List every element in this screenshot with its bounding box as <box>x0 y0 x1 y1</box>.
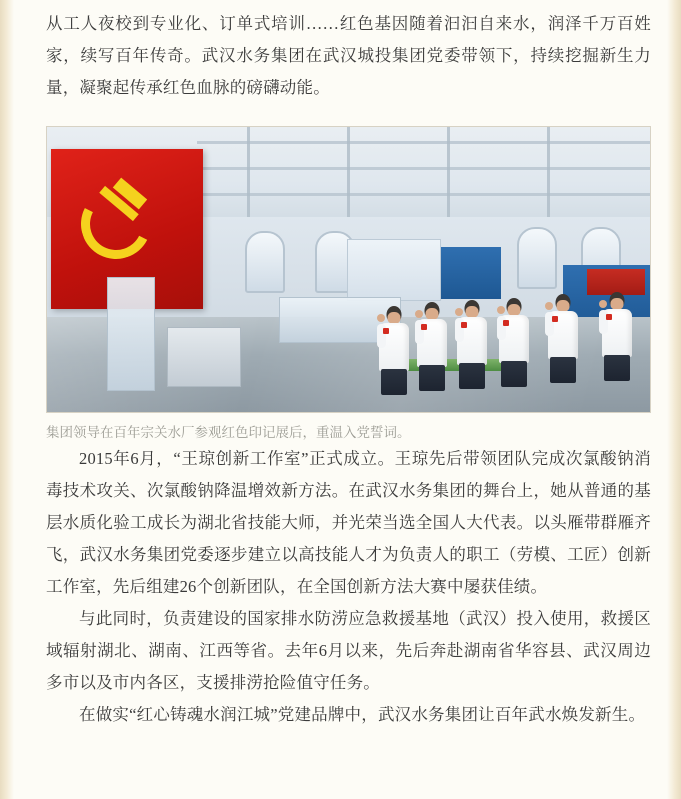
article-figure <box>46 126 651 443</box>
attendee <box>415 302 449 398</box>
exhibition-podium <box>167 327 241 387</box>
photo-arch-window <box>517 227 557 289</box>
photo-ceiling-post <box>347 127 350 219</box>
exhibition-panel <box>347 239 441 301</box>
paragraph-innovation-studio: 2015年6月，“王琼创新工作室”正式成立。王琼先后带领团队完成次氯酸钠消毒技术攻关、次氯酸钠降温增效新方法。在武汉水务集团的舞台上，她从普通的基层水质化验工成长为湖北省技能大师，并光荣当选全国人大代表。以头雁带群雁齐飞，武汉水务集团党委逐步建立以高技能人才为负责人的职工（劳模、工匠）创新工作室，先后组建26个创新团队，在全国创新方法大赛中屡获佳绩。 <box>46 449 651 596</box>
article-content <box>46 0 651 731</box>
photo-ceiling-post <box>547 127 550 219</box>
attendee <box>455 300 489 398</box>
attendee <box>545 294 581 398</box>
photo-ceiling-post <box>247 127 250 219</box>
display-case <box>107 277 155 391</box>
page-edge-right-decoration <box>667 0 681 799</box>
photo-ceiling-post <box>447 127 450 219</box>
photo-truss-beam <box>197 193 651 196</box>
attendee <box>377 306 411 398</box>
hammer-and-sickle-icon <box>77 181 155 255</box>
paragraph-party-brand: 在做实“红心铸魂水润江城”党建品牌中，武汉水务集团让百年武水焕发新生。 <box>79 705 646 724</box>
photo-arch-window <box>245 231 285 293</box>
exhibition-panel-blue <box>441 247 501 299</box>
page-edge-left-decoration <box>0 0 14 799</box>
party-oath-photo <box>46 126 651 413</box>
photo-truss-beam <box>197 141 651 144</box>
figure-caption: 集团领导在百年宗关水厂参观红色印记展后，重温入党誓词。 <box>46 425 411 440</box>
attendee <box>497 298 531 398</box>
attendee <box>599 292 635 398</box>
photo-truss-beam <box>197 167 651 170</box>
paragraph-rescue-base: 与此同时，负责建设的国家排水防涝应急救援基地（武汉）投入使用，救援区域辐射湖北、湖南、江西等省。去年6月以来，先后奔赴湖南省华容县、武汉周边多市以及市内各区，支援排涝抢险值守任务。 <box>46 609 651 692</box>
paragraph-intro: 从工人夜校到专业化、订单式培训……红色基因随着汩汩自来水，润泽千万百姓家，续写百年传奇。武汉水务集团在武汉城投集团党委带领下，持续挖掘新生力量，凝聚起传承红色血脉的磅礴动能。 <box>46 14 651 97</box>
